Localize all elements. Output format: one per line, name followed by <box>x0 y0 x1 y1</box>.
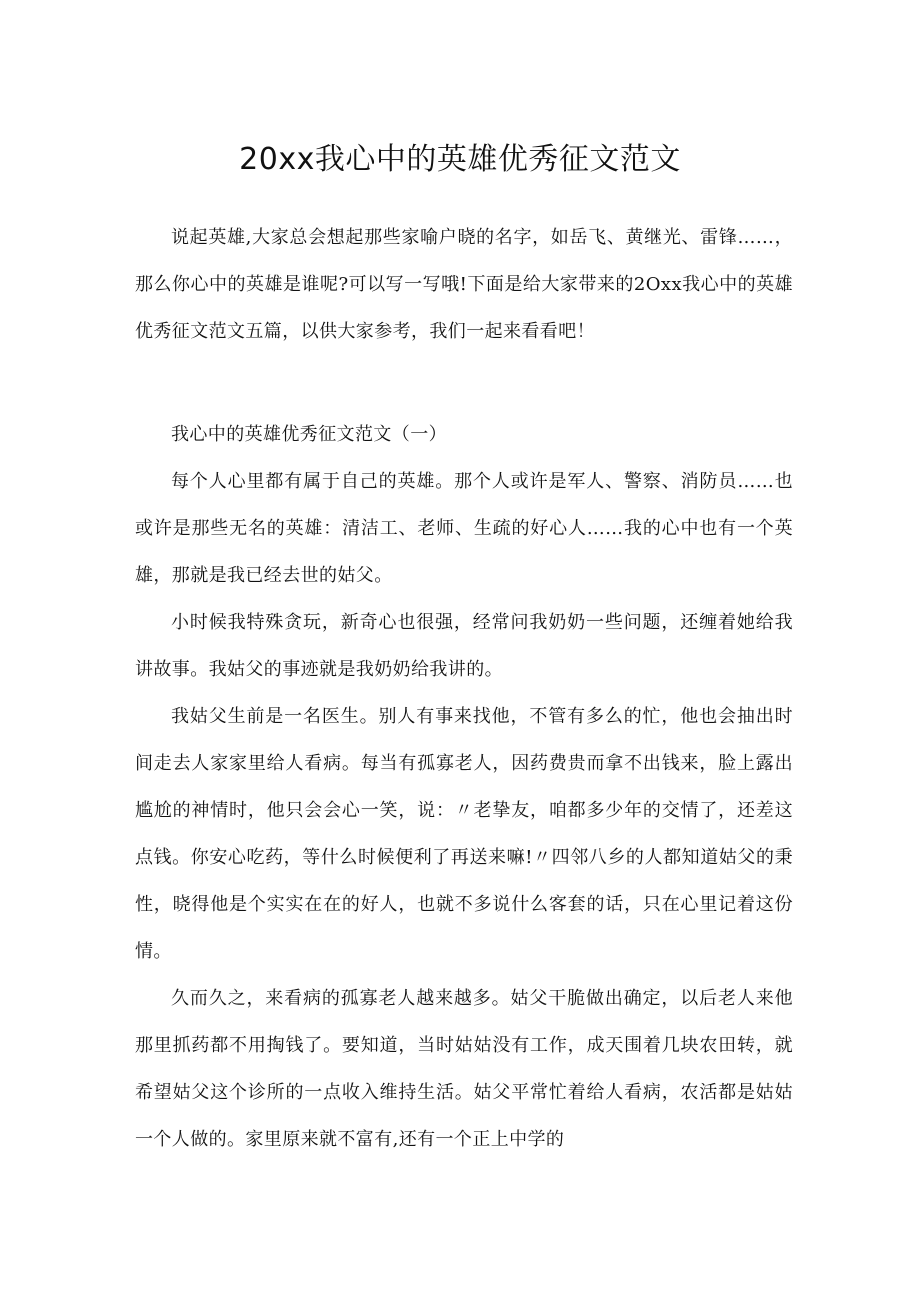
intro-paragraph: 说起英雄,大家总会想起那些家喻户晓的名字，如岳飞、黄继光、雷锋……，那么你心中的英雄是谁呢?可以写一写哦!下面是给大家带来的2Oxx我心中的英雄优秀征文范文五篇，以供大家参考，我们一起来看看吧！ <box>135 227 793 342</box>
document-body <box>135 214 793 1163</box>
body-paragraph: 小时候我特殊贪玩，新奇心也很强，经常问我奶奶一些问题，还缠着她给我讲故事。我姑父的事迹就是我奶奶给我讲的。 <box>135 612 793 680</box>
body-paragraph: 每个人心里都有属于自己的英雄。那个人或许是军人、警察、消防员……也或许是那些无名的英雄：清洁工、老师、生疏的好心人……我的心中也有一个英雄，那就是我已经去世的姑父。 <box>135 471 793 586</box>
section-heading: 我心中的英雄优秀征文范文（一） <box>171 424 447 445</box>
body-paragraph: 久而久之，来看病的孤寡老人越来越多。姑父干脆做出确定，以后老人来他那里抓药都不用掏钱了。要知道，当时姑姑没有工作，成天围着几块农田转，就希望姑父这个诊所的一点收入维持生活。姑父平常忙着给人看病，农活都是姑姑一个人做的。家里原来就不富有,还有一个正上中学的 <box>135 988 793 1150</box>
document-title: 20xx我心中的英雄优秀征文范文 <box>239 142 681 177</box>
body-paragraph: 我姑父生前是一名医生。别人有事来找他，不管有多么的忙，他也会抽出时间走去人家家里给人看病。每当有孤寡老人，因药费贵而拿不出钱来，脸上露出尴尬的神情时，他只会会心一笑，说：〃老挚友，咱都多少年的交情了，还差这点钱。你安心吃药，等什么时候便利了再送来嘛!〃四邻八乡的人都知道姑父的秉性，晓得他是个实实在在的好人，也就不多说什么客套的话，只在心里记着这份情。 <box>135 706 793 962</box>
